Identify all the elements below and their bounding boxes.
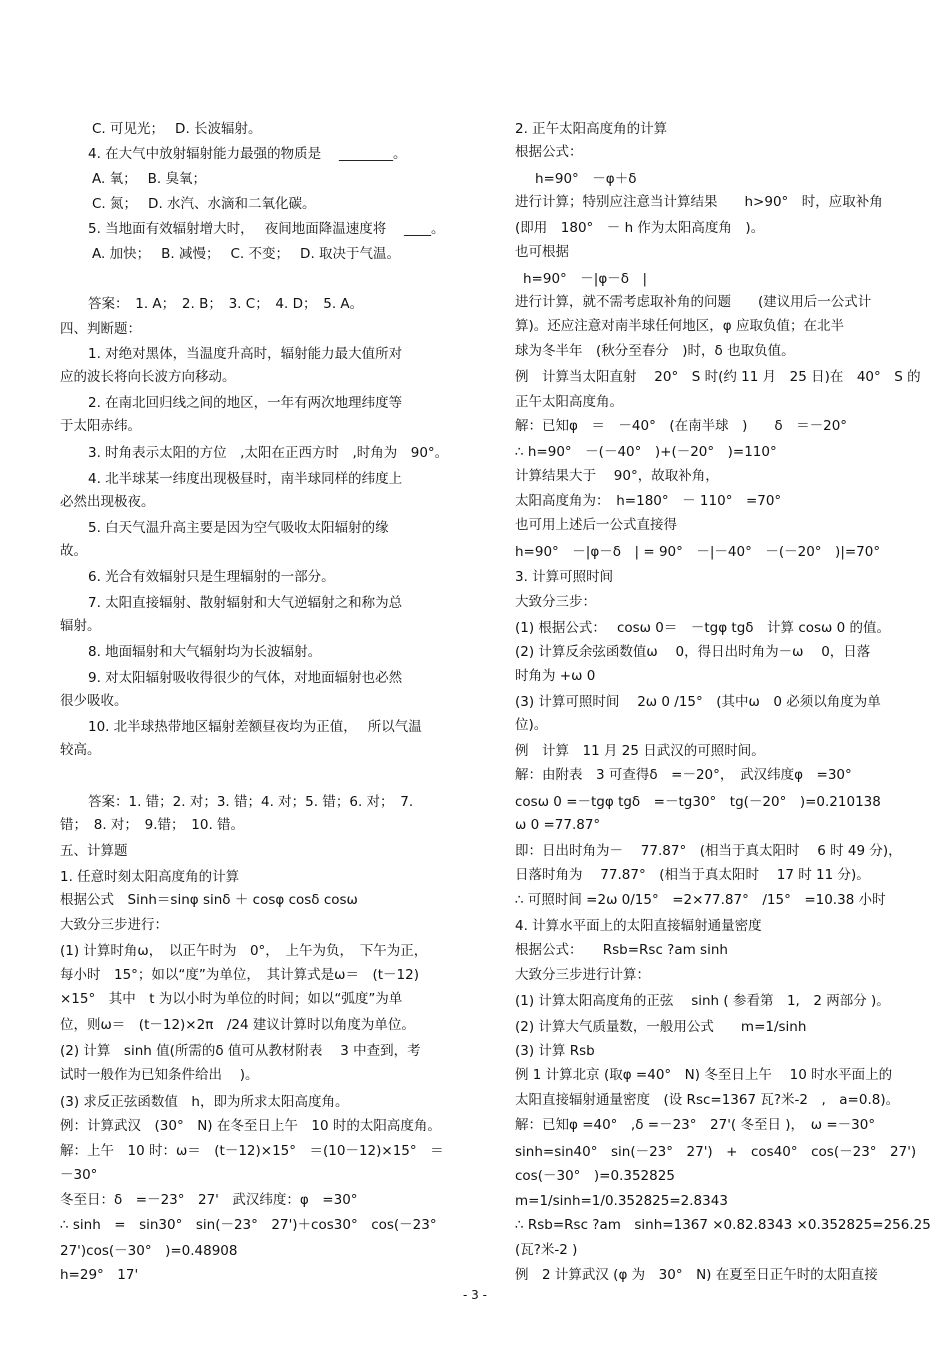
left-column-line: 1. 对绝对黑体，当温度升高时，辐射能力最大值所对 xyxy=(88,346,403,362)
right-column-line: 解：由附表 3 可查得δ =－20°， 武汉纬度φ =30° xyxy=(515,767,852,783)
left-column-line: 应的波长将向长波方向移动。 xyxy=(60,369,236,385)
left-column-line: 答案：1. 错；2. 对；3. 错；4. 对；5. 错；6. 对； 7. xyxy=(88,794,414,810)
right-column-line: 计算结果大于 90°，故取补角， xyxy=(515,468,719,484)
right-column-line: 位)。 xyxy=(515,717,548,733)
right-column-line: 例 2 计算武汉 (φ 为 30° N) 在夏至日正午时的太阳直接 xyxy=(515,1267,878,1283)
right-column-line: 正午太阳高度角。 xyxy=(515,394,623,410)
left-column-line: C. 可见光； D. 长波辐射。 xyxy=(92,121,262,137)
left-column-line: 4. 在大气中放射辐射能力最强的物质是 ________。 xyxy=(88,146,407,162)
left-column-line: －30° xyxy=(60,1167,98,1183)
right-column-line: (2) 计算大气质量数，一般用公式 m=1/sinh xyxy=(515,1019,807,1035)
right-column-line: 进行计算；特别应注意当计算结果 h>90° 时，应取补角 xyxy=(515,194,883,210)
left-column-line: ∴ sinh = sin30° sin(－23° 27')＋cos30° cos(－23° xyxy=(60,1217,437,1233)
left-column-line: 位，则ω＝ (t－12)×2π /24 建议计算时以角度为单位。 xyxy=(60,1017,415,1033)
right-column-line: (1) 计算太阳高度角的正弦 sinh ( 参看第 1, 2 两部分 )。 xyxy=(515,993,890,1009)
right-column-line: 时角为 +ω 0 xyxy=(515,668,596,684)
left-column-line: 很少吸收。 xyxy=(60,693,128,709)
right-column-line: ∴ Rsb=Rsc ?am sinh=1367 ×0.82.8343 ×0.352825=256.25 xyxy=(515,1217,931,1233)
right-column-line: h=90° －|φ－δ | xyxy=(523,271,648,287)
left-column-line: 例：计算武汉 (30° N) 在冬至日上午 10 时的太阳高度角。 xyxy=(60,1118,441,1134)
left-column-line: 必然出现极夜。 xyxy=(60,494,155,510)
left-column-line: 10. 北半球热带地区辐射差额昼夜均为正值， 所以气温 xyxy=(88,719,422,735)
left-column-line: 8. 地面辐射和大气辐射均为长波辐射。 xyxy=(88,644,322,660)
left-column-line: 故。 xyxy=(60,543,87,559)
right-column-line: 大致分三步进行计算： xyxy=(515,967,650,983)
right-column-line: (2) 计算反余弦函数值ω 0，得日出时角为－ω 0，日落 xyxy=(515,644,871,660)
page-number: - 3 - xyxy=(463,1288,487,1302)
left-column-line: 每小时 15°；如以“度”为单位， 其计算式是ω＝ (t－12) xyxy=(60,967,419,983)
right-column-line: 3. 计算可照时间 xyxy=(515,569,614,585)
left-column-line: 9. 对太阳辐射吸收得很少的气体，对地面辐射也必然 xyxy=(88,670,403,686)
left-column-line: 根据公式 Sinh＝sinφ sinδ ＋ cosφ cosδ cosω xyxy=(60,892,358,908)
right-column xyxy=(515,0,935,1300)
left-column-line: 5. 当地面有效辐射增大时， 夜间地面降温速度将 ____。 xyxy=(88,221,445,237)
left-column-line: (3) 求反正弦函数值 h，即为所求太阳高度角。 xyxy=(60,1094,349,1110)
left-column-line: h=29° 17' xyxy=(60,1267,139,1283)
right-column-line: 例 计算当太阳直射 20° S 时(约 11 月 25 日)在 40° S 的 xyxy=(515,369,921,385)
right-column-line: 例 计算 11 月 25 日武汉的可照时间。 xyxy=(515,743,765,759)
right-column-line: 即：日出时角为－ 77.87° (相当于真太阳时 6 时 49 分)， xyxy=(515,843,902,859)
right-column-line: ∴ 可照时间 =2ω 0/15° =2×77.87° /15° =10.38 小时 xyxy=(515,892,886,908)
right-column-line: (1) 根据公式： cosω 0＝ －tgφ tgδ 计算 cosω 0 的值。 xyxy=(515,620,891,636)
left-column-line: 6. 光合有效辐射只是生理辐射的一部分。 xyxy=(88,569,335,585)
right-column-line: sinh=sin40° sin(－23° 27') + cos40° cos(－23° 27') xyxy=(515,1144,917,1160)
right-column-line: 2. 正午太阳高度角的计算 xyxy=(515,121,668,137)
left-column xyxy=(60,0,490,1300)
left-column-line: (2) 计算 sinh 值(所需的δ 值可从教材附表 3 中查到，考 xyxy=(60,1043,421,1059)
right-column-line: 也可用上述后一公式直接得 xyxy=(515,517,677,533)
right-column-line: (即用 180° － h 作为太阳高度角 )。 xyxy=(515,220,765,236)
left-column-line: A. 氧； B. 臭氧； xyxy=(92,171,206,187)
left-column-line: ×15° 其中 t 为以小时为单位的时间；如以“弧度”为单 xyxy=(60,991,403,1007)
left-column-line: 较高。 xyxy=(60,742,101,758)
right-column-line: (3) 计算 Rsb xyxy=(515,1043,595,1059)
left-column-line: 3. 时角表示太阳的方位 ,太阳在正西方时 ,时角为 90°。 xyxy=(88,445,449,461)
left-column-line: 答案： 1. A； 2. B； 3. C； 4. D； 5. A。 xyxy=(88,296,364,312)
left-column-line: (1) 计算时角ω， 以正午时为 0°， 上午为负， 下午为正， xyxy=(60,943,428,959)
right-column-line: 日落时角为 77.87° (相当于真太阳时 17 时 11 分)。 xyxy=(515,867,870,883)
left-column-line: 辐射。 xyxy=(60,618,101,634)
left-column-line: 冬至日：δ =－23° 27' 武汉纬度：φ =30° xyxy=(60,1192,358,1208)
right-column-line: 大致分三步： xyxy=(515,594,596,610)
right-column-line: 根据公式： Rsb=Rsc ?am sinh xyxy=(515,942,728,958)
right-column-line: 进行计算，就不需考虑取补角的问题 (建议用后一公式计 xyxy=(515,294,872,310)
left-column-line: C. 氮； D. 水汽、水滴和二氧化碳。 xyxy=(92,196,316,212)
left-column-line: 5. 白天气温升高主要是因为空气吸收太阳辐射的缘 xyxy=(88,520,389,536)
right-column-line: 太阳直接辐射通量密度 (设 Rsc=1367 瓦?米-2 , a=0.8)。 xyxy=(515,1092,900,1108)
right-column-line: (3) 计算可照时间 2ω 0 /15° (其中ω 0 必须以角度为单 xyxy=(515,694,881,710)
left-column-line: 1. 任意时刻太阳高度角的计算 xyxy=(60,869,240,885)
left-column-line: 27')cos(－30° )=0.48908 xyxy=(60,1243,238,1259)
right-column-line: 解：已知φ ＝ －40° (在南半球 ) δ ＝－20° xyxy=(515,418,848,434)
right-column-line: ∴ h=90° －(－40° )+(－20° )=110° xyxy=(515,444,777,460)
right-column-line: (瓦?米-2 ) xyxy=(515,1242,578,1258)
left-column-line: 解：上午 10 时：ω＝ (t－12)×15° ＝(10－12)×15° ＝ xyxy=(60,1143,444,1159)
right-column-line: 球为冬半年 (秋分至春分 )时，δ 也取负值。 xyxy=(515,343,795,359)
left-column-line: 五、计算题 xyxy=(60,843,128,859)
left-column-line: 大致分三步进行： xyxy=(60,917,168,933)
right-column-line: cosω 0 =－tgφ tgδ =－tg30° tg(－20° )=0.210138 xyxy=(515,794,881,810)
right-column-line: h=90° －φ＋δ xyxy=(535,171,637,187)
right-column-line: m=1/sinh=1/0.352825=2.8343 xyxy=(515,1193,728,1209)
right-column-line: h=90° －|φ－δ | = 90° －|－40° －(－20° )|=70° xyxy=(515,544,881,560)
right-column-line: cos(－30° )=0.352825 xyxy=(515,1168,675,1184)
right-column-line: 算)。还应注意对南半球任何地区，φ 应取负值；在北半 xyxy=(515,318,844,334)
left-column-line: 4. 北半球某一纬度出现极昼时，南半球同样的纬度上 xyxy=(88,471,403,487)
right-column-line: ω 0 =77.87° xyxy=(515,817,601,833)
right-column-line: 例 1 计算北京 (取φ =40° N) 冬至日上午 10 时水平面上的 xyxy=(515,1067,893,1083)
left-column-line: 2. 在南北回归线之间的地区，一年有两次地理纬度等 xyxy=(88,395,403,411)
left-column-line: 7. 太阳直接辐射、散射辐射和大气逆辐射之和称为总 xyxy=(88,595,403,611)
right-column-line: 也可根据 xyxy=(515,244,569,260)
right-column-line: 太阳高度角为： h=180° － 110° =70° xyxy=(515,493,782,509)
left-column-line: 四、判断题： xyxy=(60,321,141,337)
right-column-line: 解：已知φ =40° ,δ =－23° 27'( 冬至日 )， ω =－30° xyxy=(515,1117,876,1133)
left-column-line: 错； 8. 对； 9.错； 10. 错。 xyxy=(60,817,245,833)
left-column-line: 试时一般作为已知条件给出 )。 xyxy=(60,1067,259,1083)
right-column-line: 4. 计算水平面上的太阳直接辐射通量密度 xyxy=(515,918,762,934)
left-column-line: A. 加快； B. 减慢； C. 不变； D. 取决于气温。 xyxy=(92,246,401,262)
left-column-line: 于太阳赤纬。 xyxy=(60,418,141,434)
right-column-line: 根据公式： xyxy=(515,144,583,160)
